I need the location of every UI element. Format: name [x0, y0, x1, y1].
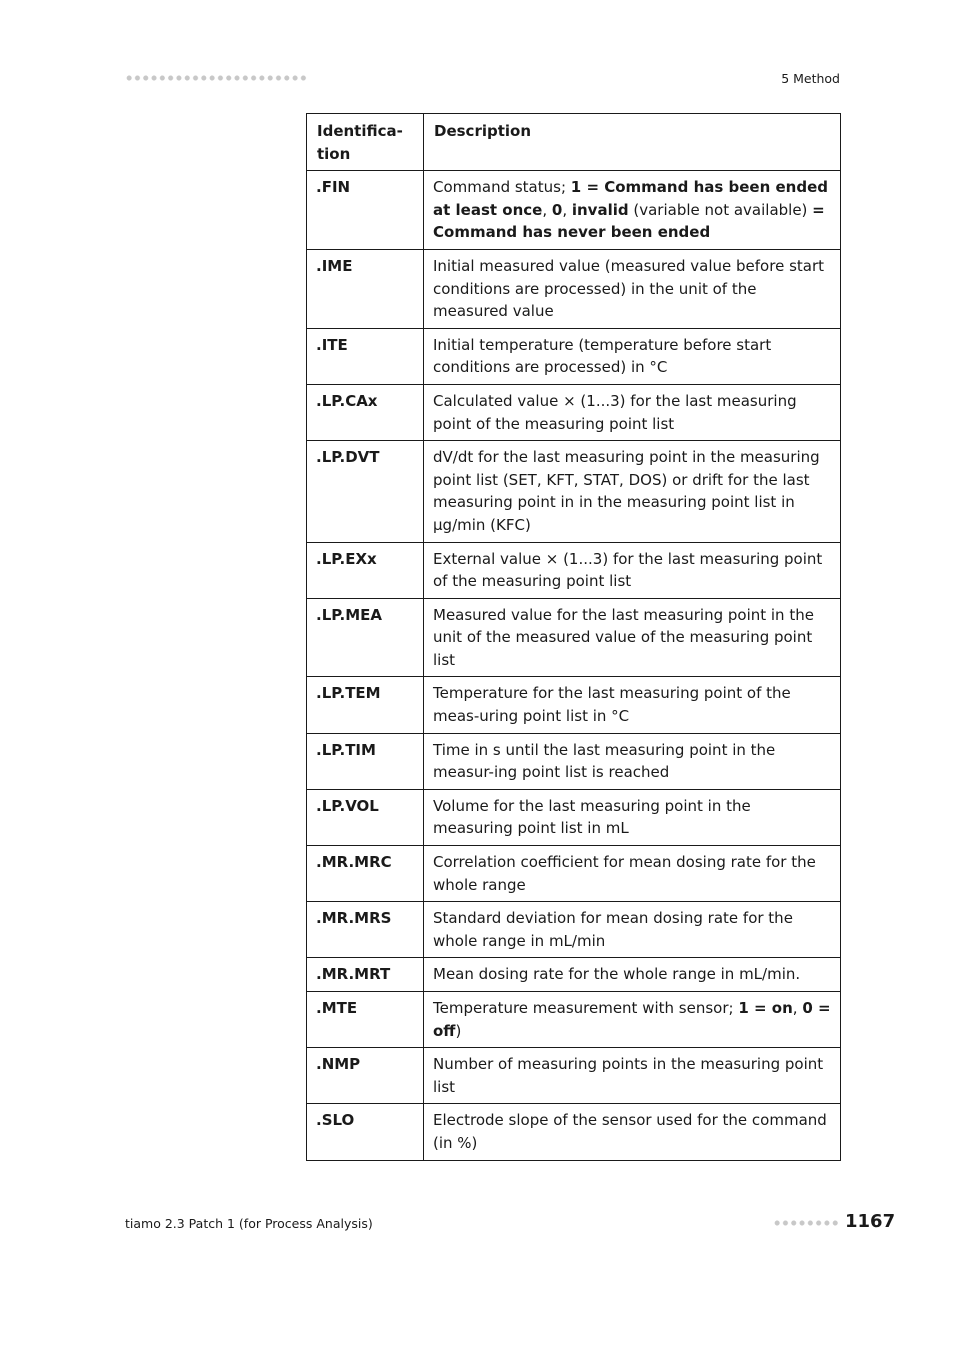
description-text: Electrode slope of the sensor used for the command (in %)	[433, 1111, 827, 1152]
table-row	[307, 384, 841, 440]
table-row	[307, 677, 841, 733]
identifier-cell: .LP.CAx	[307, 384, 424, 440]
description-cell	[424, 846, 841, 902]
description-text: Mean dosing rate for the whole range in mL/min.	[433, 965, 801, 984]
description-cell	[424, 992, 841, 1048]
description-text: ,	[562, 200, 572, 219]
identifier-cell: .LP.TEM	[307, 677, 424, 733]
identifier-cell: .LP.DVT	[307, 441, 424, 542]
description-text: Number of measuring points in the measuring point list	[433, 1055, 824, 1096]
description-bold-text: invalid	[571, 200, 629, 219]
table-body	[307, 171, 841, 1160]
description-text: Temperature for the last measuring point of the meas-uring point list in °C	[433, 684, 791, 726]
column-header-identification: Identifica- tion	[307, 114, 424, 171]
description-cell	[424, 677, 841, 733]
description-cell	[424, 958, 841, 992]
description-cell	[424, 171, 841, 250]
table-row	[307, 328, 841, 384]
description-text: Standard deviation for mean dosing rate for the whole range in mL/min	[433, 909, 793, 950]
table-row	[307, 846, 841, 902]
description-cell	[424, 384, 841, 440]
description-text: Measured value for the last measuring point in the unit of the measured value of the measuring point list	[433, 605, 814, 669]
table-row	[307, 1048, 841, 1104]
header-section-title: 5 Method	[781, 71, 840, 86]
footer-dot-rule	[773, 1219, 840, 1227]
column-header-description: Description	[424, 114, 841, 171]
description-text: Time in s until the last measuring point in the measur-ing point list is reached	[433, 740, 776, 782]
table-row	[307, 1104, 841, 1160]
identifier-cell: .MR.MRC	[307, 846, 424, 902]
description-text: Command status;	[433, 178, 571, 197]
description-text: External value × (1...3) for the last measuring point of the measuring point list	[433, 549, 823, 591]
identifier-cell: .MTE	[307, 992, 424, 1048]
table-row	[307, 249, 841, 328]
description-text: dV/dt for the last measuring point in the measuring point list (SET, KFT, STAT, DOS) or drift for the last measuring point in in the measuring point list in µg/min (KFC)	[433, 448, 820, 534]
identifier-cell: .NMP	[307, 1048, 424, 1104]
description-text: Initial temperature (temperature before start conditions are processed) in °C	[433, 335, 772, 377]
description-cell	[424, 733, 841, 789]
description-text: Calculated value × (1...3) for the last measuring point of the measuring point list	[433, 391, 797, 433]
identifier-cell: .FIN	[307, 171, 424, 250]
description-text: Volume for the last measuring point in the measuring point list in mL	[433, 796, 751, 838]
description-cell	[424, 249, 841, 328]
identifier-cell: .ITE	[307, 328, 424, 384]
table-row	[307, 171, 841, 250]
table-row	[307, 542, 841, 598]
identifier-cell: .MR.MRT	[307, 958, 424, 992]
identifier-cell: .MR.MRS	[307, 902, 424, 958]
description-text: )	[455, 1021, 462, 1040]
description-bold-text: 0 = off	[433, 999, 831, 1040]
identifier-cell: .IME	[307, 249, 424, 328]
description-cell	[424, 789, 841, 845]
page-number: 1167	[845, 1211, 896, 1232]
table-row	[307, 958, 841, 992]
footer-product-name: tiamo 2.3 Patch 1 (for Process Analysis)	[125, 1216, 373, 1231]
table-row	[307, 789, 841, 845]
header-dot-rule	[125, 74, 307, 82]
description-cell	[424, 1048, 841, 1104]
identification-table	[306, 113, 841, 1161]
description-cell	[424, 328, 841, 384]
table-row	[307, 992, 841, 1048]
identifier-cell: .LP.EXx	[307, 542, 424, 598]
identifier-cell: .LP.VOL	[307, 789, 424, 845]
description-text: ,	[792, 999, 803, 1017]
table-row	[307, 598, 841, 677]
description-text: Initial measured value (measured value before start conditions are processed) in the unit of the measured value	[433, 256, 825, 321]
description-cell	[424, 441, 841, 542]
description-cell	[424, 1104, 841, 1160]
description-text: Correlation coefficient for mean dosing rate for the whole range	[433, 853, 816, 894]
description-bold-text: 0	[551, 200, 563, 219]
table-row	[307, 441, 841, 542]
description-bold-text: = Command has never been ended	[433, 200, 825, 242]
description-cell	[424, 598, 841, 677]
identifier-cell: .LP.MEA	[307, 598, 424, 677]
description-text: Temperature measurement with sensor;	[433, 999, 739, 1017]
identifier-cell: .SLO	[307, 1104, 424, 1160]
description-text: ,	[542, 200, 552, 219]
description-cell	[424, 542, 841, 598]
description-bold-text: 1 = Command has been ended at least once	[433, 178, 829, 219]
table-row	[307, 733, 841, 789]
table-row	[307, 902, 841, 958]
description-cell	[424, 902, 841, 958]
identifier-cell: .LP.TIM	[307, 733, 424, 789]
description-bold-text: 1 = on	[738, 999, 793, 1017]
table-header-row	[307, 114, 841, 171]
description-text: (variable not available)	[628, 200, 813, 219]
